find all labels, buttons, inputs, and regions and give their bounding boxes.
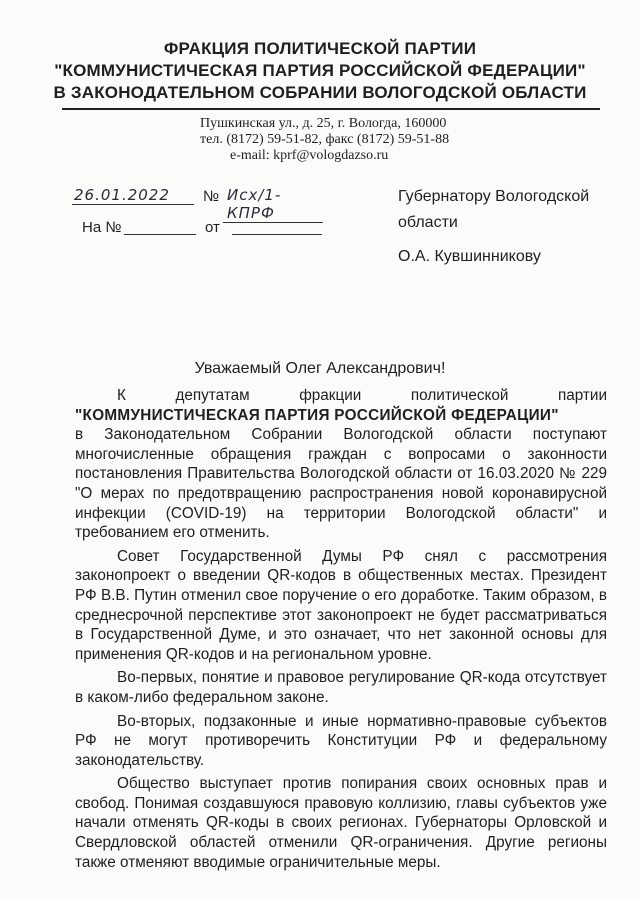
salutation: Уважаемый Олег Александрович! (194, 360, 446, 377)
paragraph-5: Общество выступает против попирания своих основных прав и свобод. Понимая создавшуюся правовую коллизию, главы субъектов уже начали отменять QR-коды в своих регионах. Губернаторы Орловской и Свердловской областей отменили QR-ограничения. Другие регионы также отменяют вводимые ограничительные меры. (75, 775, 607, 871)
paragraph-1-party-name: "КОММУНИСТИЧЕСКАЯ ПАРТИЯ РОССИЙСКОЙ ФЕДЕРАЦИИ" (75, 406, 559, 424)
letterhead-line-1: ФРАКЦИЯ ПОЛИТИЧЕСКОЙ ПАРТИИ (163, 39, 477, 58)
outgoing-date: 26.01.2022 (72, 186, 194, 205)
reply-date-label: от (205, 219, 220, 236)
outgoing-number-label: № (203, 188, 220, 205)
letterhead-line-2: "КОММУНИСТИЧЕСКАЯ ПАРТИЯ РОССИЙСКОЙ ФЕДЕРАЦИИ" (54, 61, 586, 80)
contact-address: Пушкинская ул., д. 25, г. Вологда, 160000 (200, 116, 447, 131)
paragraph-3: Во-первых, понятие и правовое регулирование QR-кода отсутствует в каком-либо федеральном законе. (75, 669, 607, 706)
paragraph-1-intro: К депутатам фракции политической партии (117, 387, 607, 404)
contact-email: e-mail: kprf@vologdazso.ru (230, 148, 389, 163)
reply-number-label: На № (82, 219, 122, 236)
paragraph-4: Во-вторых, подзаконные и иные нормативно-правовые субъектов РФ не могут противоречить Конституции РФ и федеральному законодательству. (75, 712, 607, 769)
paragraph-1-text: в Законодательном Собрании Вологодской области поступают многочисленные обращения граждан с вопросами о законности постановления Правительства Вологодской области от 16.03.2020 № 229 "О мерах по предотвращению распространения новой коронавирусной инфекции (COVID-19) на территории Вологодской области" и требованием его отменить. (75, 426, 607, 542)
paragraph-1 (75, 386, 607, 543)
contact-phone: тел. (8172) 59-51-82, факс (8172) 59-51-88 (200, 132, 450, 147)
addressee-block (398, 184, 598, 270)
letter-body (75, 386, 607, 876)
paragraph-2: Совет Государственной Думы РФ снял с рассмотрения законопроект о введении QR-кодов в общественных местах. Президент РФ В.В. Путин отменил свое поручение о его доработке. Таким образом, в среднесрочной перспективе этот законопроект не будет рассматриваться в Государственной Думе, и это означает, что нет законной основы для применения QR-кодов и на региональном уровне. (75, 547, 607, 663)
letterhead-divider (62, 108, 600, 110)
addressee-region: области (398, 214, 458, 231)
outgoing-number: Исх/1-КПРФ (223, 186, 323, 223)
outgoing-number-field (223, 186, 323, 223)
addressee-name: О.А. Кувшинникову (398, 248, 541, 265)
addressee-title: Губернатору Вологодской (398, 188, 590, 205)
outgoing-date-field (72, 186, 194, 205)
contact-block (200, 116, 500, 164)
reply-date-blank (232, 234, 322, 235)
letterhead-line-3: В ЗАКОНОДАТЕЛЬНОМ СОБРАНИИ ВОЛОГОДСКОЙ ОБЛАСТИ (53, 83, 587, 102)
reply-number-blank (124, 234, 196, 235)
